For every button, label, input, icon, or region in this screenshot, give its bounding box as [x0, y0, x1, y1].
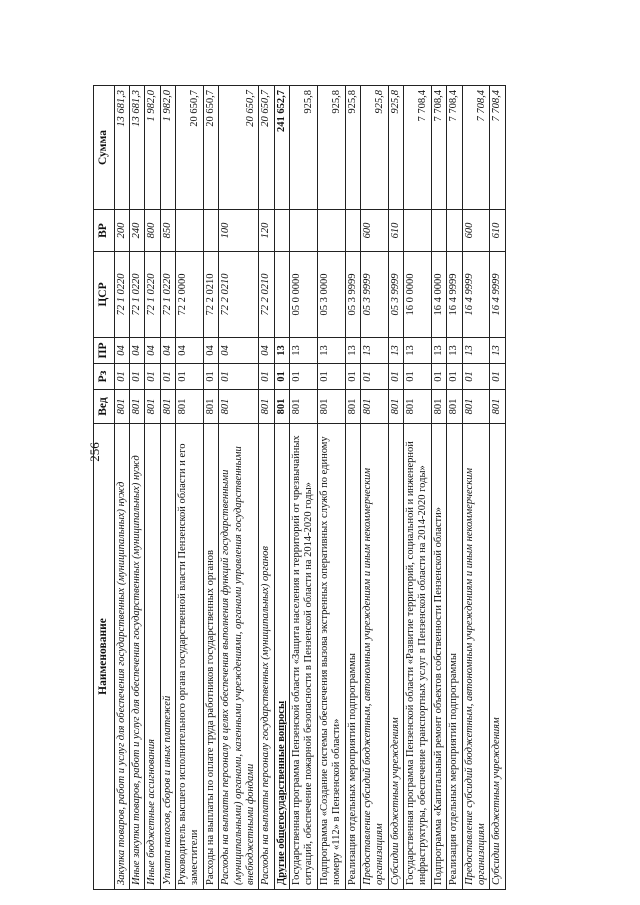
table-row	[176, 86, 204, 890]
table-row	[404, 86, 432, 890]
cell-rz: 01	[388, 364, 403, 390]
table-row	[274, 86, 289, 890]
cell-pr: 13	[290, 338, 318, 364]
table-row	[462, 86, 490, 890]
cell-pr: 04	[129, 338, 144, 364]
cell-vr	[274, 210, 289, 252]
cell-vr	[203, 210, 218, 252]
cell-pr: 04	[203, 338, 218, 364]
cell-vr	[317, 210, 345, 252]
cell-sum: 925,8	[317, 86, 345, 210]
cell-ved: 801	[360, 390, 388, 424]
cell-rz: 01	[203, 364, 218, 390]
budget-table	[93, 85, 506, 890]
cell-name: Подпрограмма «Капитальный ремонт объектов собственности Пензенской области»	[431, 424, 446, 890]
table-body	[114, 86, 505, 890]
cell-pr: 04	[145, 338, 160, 364]
header-pr: ПР	[94, 338, 115, 364]
header-row	[94, 86, 115, 890]
cell-vr	[290, 210, 318, 252]
cell-vr: 600	[360, 210, 388, 252]
cell-rz: 01	[145, 364, 160, 390]
cell-ved: 801	[160, 390, 175, 424]
cell-pr: 04	[176, 338, 204, 364]
cell-rz: 01	[114, 364, 129, 390]
cell-vr	[404, 210, 432, 252]
cell-sum: 7 708,4	[431, 86, 446, 210]
cell-vr: 120	[259, 210, 274, 252]
cell-rz: 01	[431, 364, 446, 390]
cell-pr: 04	[219, 338, 259, 364]
cell-sum: 925,8	[345, 86, 360, 210]
cell-name: Расходы на выплаты персоналу в целях обеспечения выполнения функций государственными (муниципальными) органами, казенными учреждениями, органами управления государственными внебюджетными фондами	[219, 424, 259, 890]
table-row	[490, 86, 505, 890]
cell-csr: 05 0 0000	[290, 252, 318, 338]
cell-rz: 01	[259, 364, 274, 390]
cell-csr	[274, 252, 289, 338]
cell-name: Реализация отдельных мероприятий подпрограммы	[447, 424, 462, 890]
cell-vr: 800	[145, 210, 160, 252]
table-row	[129, 86, 144, 890]
cell-csr: 16 4 9999	[462, 252, 490, 338]
cell-sum: 13 681,3	[114, 86, 129, 210]
cell-vr: 850	[160, 210, 175, 252]
header-sum: Сумма	[94, 86, 115, 210]
cell-csr: 72 2 0210	[219, 252, 259, 338]
cell-csr: 72 1 0220	[129, 252, 144, 338]
cell-vr	[447, 210, 462, 252]
cell-pr: 13	[447, 338, 462, 364]
cell-vr: 100	[219, 210, 259, 252]
cell-ved: 801	[129, 390, 144, 424]
cell-rz: 01	[160, 364, 175, 390]
cell-pr: 04	[259, 338, 274, 364]
cell-name: Подпрограмма «Создание системы обеспечения вызова экстренных оперативных служб по единому номеру «112» в Пензенской области»	[317, 424, 345, 890]
cell-csr: 72 2 0210	[259, 252, 274, 338]
cell-vr: 610	[388, 210, 403, 252]
cell-ved: 801	[431, 390, 446, 424]
cell-csr: 05 3 9999	[388, 252, 403, 338]
table-header	[94, 86, 115, 890]
table-row	[360, 86, 388, 890]
header-name: Наименование	[94, 424, 115, 890]
cell-name: Государственная программа Пензенской области «Развитие территорий, социальной и инженерной инфраструктуры, обеспечение транспортных услуг в Пензенской области на 2014-2020 годы»	[404, 424, 432, 890]
cell-name: Расходы на выплаты по оплате труда работников государственных органов	[203, 424, 218, 890]
cell-csr: 72 1 0220	[114, 252, 129, 338]
table-row	[114, 86, 129, 890]
cell-name: Государственная программа Пензенской области «Защита населения и территорий от чрезвычайных ситуаций, обеспечение пожарной безопасности в Пензенской области на 2014-2020 годы»	[290, 424, 318, 890]
cell-name: Предоставление субсидий бюджетным, автономным учреждениям и иным некоммерческим организациям	[360, 424, 388, 890]
cell-vr: 610	[490, 210, 505, 252]
cell-sum: 20 650,7	[259, 86, 274, 210]
cell-ved: 801	[317, 390, 345, 424]
cell-ved: 801	[274, 390, 289, 424]
page-number: 256	[87, 442, 102, 462]
cell-ved: 801	[219, 390, 259, 424]
cell-sum: 20 650,7	[219, 86, 259, 210]
table-row	[431, 86, 446, 890]
cell-sum: 7 708,4	[490, 86, 505, 210]
cell-ved: 801	[490, 390, 505, 424]
table-row	[388, 86, 403, 890]
cell-pr: 04	[160, 338, 175, 364]
cell-name: Руководитель высшего исполнительного органа государственной власти Пензенской области и его заместители	[176, 424, 204, 890]
cell-rz: 01	[290, 364, 318, 390]
cell-rz: 01	[274, 364, 289, 390]
cell-sum: 925,8	[360, 86, 388, 210]
table-row	[203, 86, 218, 890]
cell-ved: 801	[145, 390, 160, 424]
cell-rz: 01	[490, 364, 505, 390]
cell-csr: 72 1 0220	[160, 252, 175, 338]
cell-csr: 16 4 0000	[431, 252, 446, 338]
header-csr: ЦСР	[94, 252, 115, 338]
cell-sum: 20 650,7	[176, 86, 204, 210]
header-rz: Рз	[94, 364, 115, 390]
cell-rz: 01	[176, 364, 204, 390]
cell-name: Субсидии бюджетным учреждениям	[388, 424, 403, 890]
cell-sum: 7 708,4	[447, 86, 462, 210]
table-row	[290, 86, 318, 890]
cell-ved: 801	[114, 390, 129, 424]
budget-table-container	[93, 86, 547, 890]
cell-pr: 04	[114, 338, 129, 364]
cell-pr: 13	[360, 338, 388, 364]
header-vr: ВР	[94, 210, 115, 252]
cell-rz: 01	[447, 364, 462, 390]
cell-vr	[431, 210, 446, 252]
cell-ved: 801	[447, 390, 462, 424]
cell-sum: 20 650,7	[203, 86, 218, 210]
cell-csr: 05 3 9999	[360, 252, 388, 338]
cell-ved: 801	[404, 390, 432, 424]
header-ved: Вед	[94, 390, 115, 424]
table-row	[160, 86, 175, 890]
cell-pr: 13	[274, 338, 289, 364]
cell-pr: 13	[388, 338, 403, 364]
cell-csr: 72 1 0220	[145, 252, 160, 338]
cell-rz: 01	[404, 364, 432, 390]
cell-vr: 600	[462, 210, 490, 252]
cell-csr: 72 2 0000	[176, 252, 204, 338]
cell-sum: 241 652,7	[274, 86, 289, 210]
cell-rz: 01	[219, 364, 259, 390]
cell-pr: 13	[345, 338, 360, 364]
cell-sum: 925,8	[290, 86, 318, 210]
table-row	[345, 86, 360, 890]
cell-sum: 13 681,3	[129, 86, 144, 210]
cell-name: Уплата налогов, сборов и иных платежей	[160, 424, 175, 890]
cell-csr: 72 2 0210	[203, 252, 218, 338]
cell-name: Реализация отдельных мероприятий подпрограммы	[345, 424, 360, 890]
cell-name: Другие общегосударственные вопросы	[274, 424, 289, 890]
cell-vr: 240	[129, 210, 144, 252]
cell-ved: 801	[462, 390, 490, 424]
cell-rz: 01	[317, 364, 345, 390]
cell-name: Закупка товаров, работ и услуг для обеспечения государственных (муниципальных) нужд	[114, 424, 129, 890]
cell-name: Иные закупки товаров, работ и услуг для обеспечения государственных (муниципальных) нужд	[129, 424, 144, 890]
cell-csr: 05 3 9999	[345, 252, 360, 338]
cell-pr: 13	[490, 338, 505, 364]
cell-rz: 01	[462, 364, 490, 390]
cell-name: Расходы на выплаты персоналу государственных (муниципальных) органов	[259, 424, 274, 890]
table-row	[317, 86, 345, 890]
cell-ved: 801	[259, 390, 274, 424]
cell-rz: 01	[360, 364, 388, 390]
table-row	[447, 86, 462, 890]
cell-csr: 16 4 9999	[447, 252, 462, 338]
cell-csr: 16 4 9999	[490, 252, 505, 338]
cell-pr: 13	[462, 338, 490, 364]
cell-ved: 801	[203, 390, 218, 424]
cell-name: Субсидии бюджетным учреждениям	[490, 424, 505, 890]
cell-ved: 801	[388, 390, 403, 424]
cell-name: Предоставление субсидий бюджетным, автономным учреждениям и иным некоммерческим организациям	[462, 424, 490, 890]
cell-sum: 1 982,0	[145, 86, 160, 210]
table-row	[259, 86, 274, 890]
cell-sum: 1 982,0	[160, 86, 175, 210]
cell-csr: 16 0 0000	[404, 252, 432, 338]
table-row	[145, 86, 160, 890]
cell-csr: 05 3 0000	[317, 252, 345, 338]
cell-sum: 7 708,4	[462, 86, 490, 210]
cell-name: Иные бюджетные ассигнования	[145, 424, 160, 890]
cell-sum: 925,8	[388, 86, 403, 210]
table-row	[219, 86, 259, 890]
cell-ved: 801	[176, 390, 204, 424]
cell-rz: 01	[129, 364, 144, 390]
cell-sum: 7 708,4	[404, 86, 432, 210]
cell-vr	[176, 210, 204, 252]
cell-pr: 13	[431, 338, 446, 364]
cell-ved: 801	[290, 390, 318, 424]
cell-vr	[345, 210, 360, 252]
cell-rz: 01	[345, 364, 360, 390]
cell-pr: 13	[317, 338, 345, 364]
cell-pr: 13	[404, 338, 432, 364]
cell-vr: 200	[114, 210, 129, 252]
cell-ved: 801	[345, 390, 360, 424]
